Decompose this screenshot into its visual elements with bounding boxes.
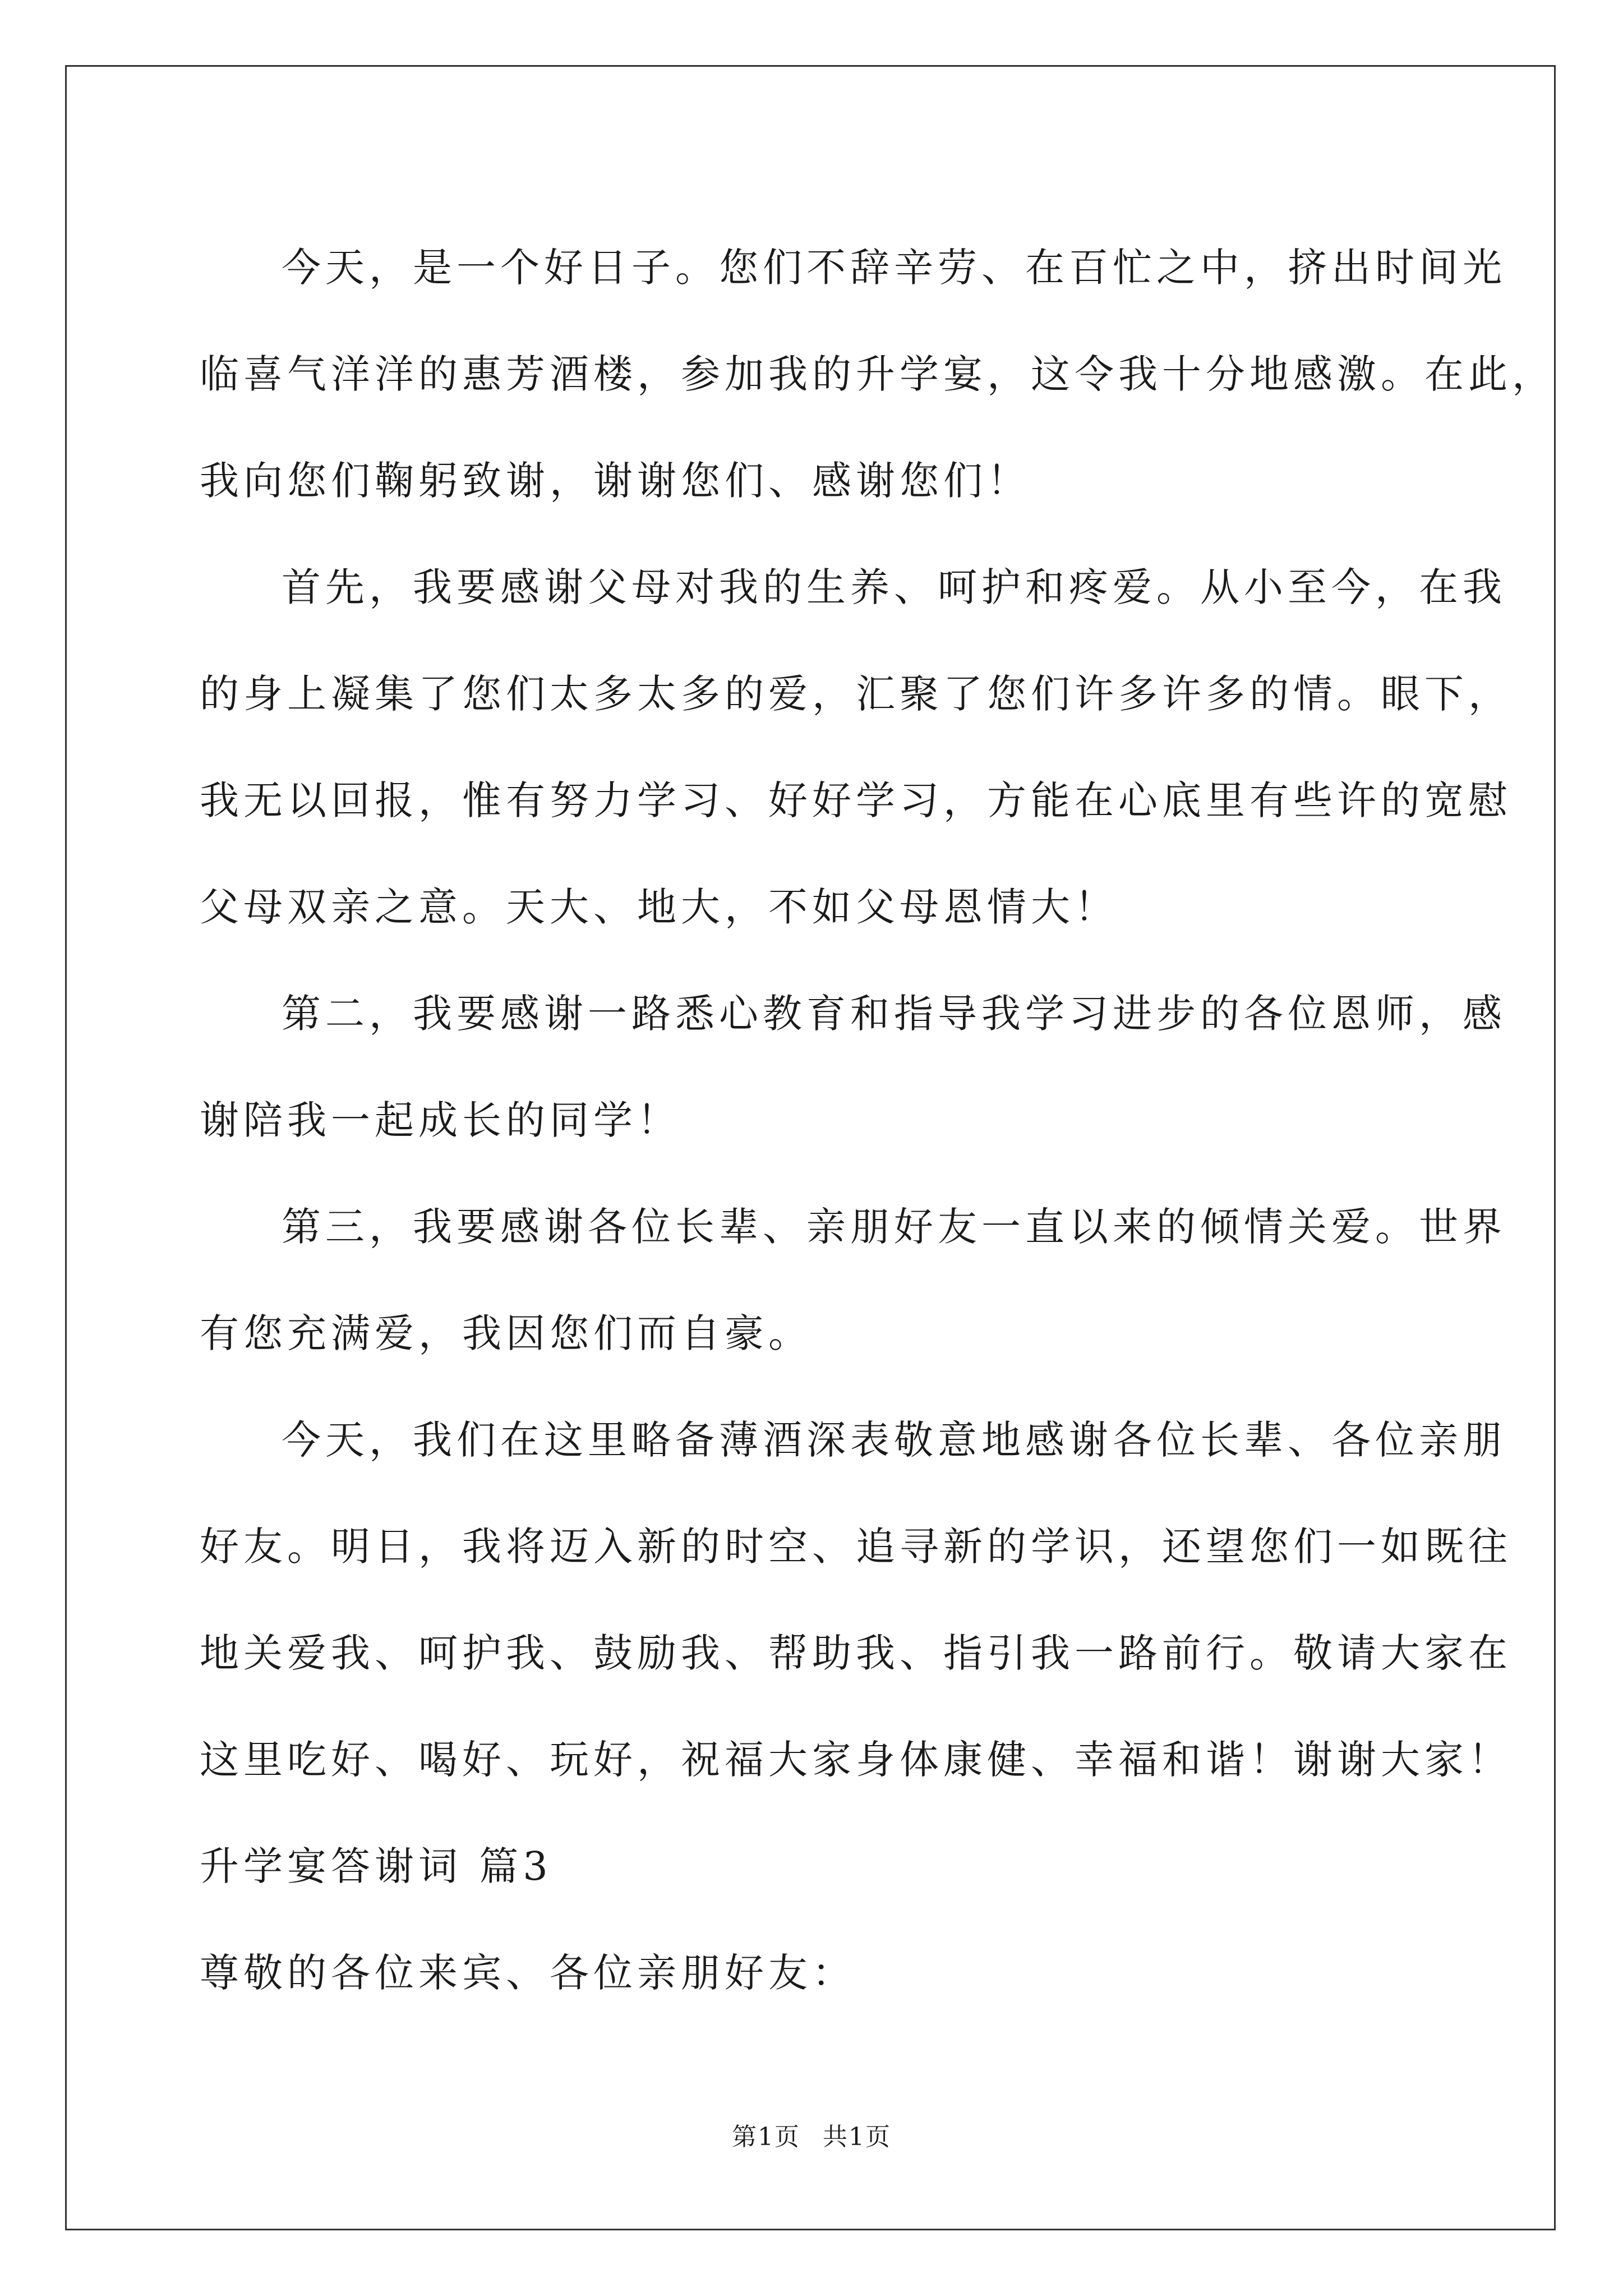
text-line: 好友。明日，我将迈入新的时空、追寻新的学识，还望您们一如既往 (200, 1524, 1512, 1570)
page-number: 第1页 (732, 2123, 800, 2151)
text-line: 有您充满爱，我因您们而自豪。 (200, 1310, 812, 1356)
text-line: 临喜气洋洋的惠芳酒楼，参加我的升学宴，这令我十分地感激。在此， (200, 351, 1556, 397)
text-line: 谢陪我一起成长的同学！ (200, 1097, 681, 1143)
page-footer (0, 2120, 1623, 2154)
document-body (200, 214, 1556, 2026)
text-line: 今天，是一个好日子。您们不辞辛劳、在百忙之中，挤出时间光 (282, 245, 1506, 291)
text-line: 的身上凝集了您们太多太多的爱，汇聚了您们许多许多的情。眼下， (200, 671, 1512, 717)
text-line: 我无以回报，惟有努力学习、好好学习，方能在心底里有些许的宽慰 (200, 777, 1512, 823)
text-line: 第二，我要感谢一路悉心教育和指导我学习进步的各位恩师，感 (282, 991, 1506, 1037)
text-line: 首先，我要感谢父母对我的生养、呵护和疼爱。从小至今，在我 (282, 564, 1506, 610)
text-line: 第三，我要感谢各位长辈、亲朋好友一直以来的倾情关爱。世界 (282, 1204, 1506, 1250)
text-line: 父母双亲之意。天大、地大，不如父母恩情大！ (200, 884, 1118, 930)
salutation: 尊敬的各位来宾、各位亲朋好友： (200, 1950, 856, 1996)
text-line: 地关爱我、呵护我、鼓励我、帮助我、指引我一路前行。敬请大家在 (200, 1630, 1512, 1676)
page-total: 共1页 (823, 2123, 891, 2151)
text-line: 我向您们鞠躬致谢，谢谢您们、感谢您们！ (200, 458, 1031, 504)
text-line: 这里吃好、喝好、玩好，祝福大家身体康健、幸福和谐！谢谢大家！ (200, 1737, 1512, 1783)
section-heading: 升学宴答谢词 篇3 (200, 1843, 552, 1889)
text-line: 今天，我们在这里略备薄酒深表敬意地感谢各位长辈、各位亲朋 (282, 1417, 1506, 1463)
